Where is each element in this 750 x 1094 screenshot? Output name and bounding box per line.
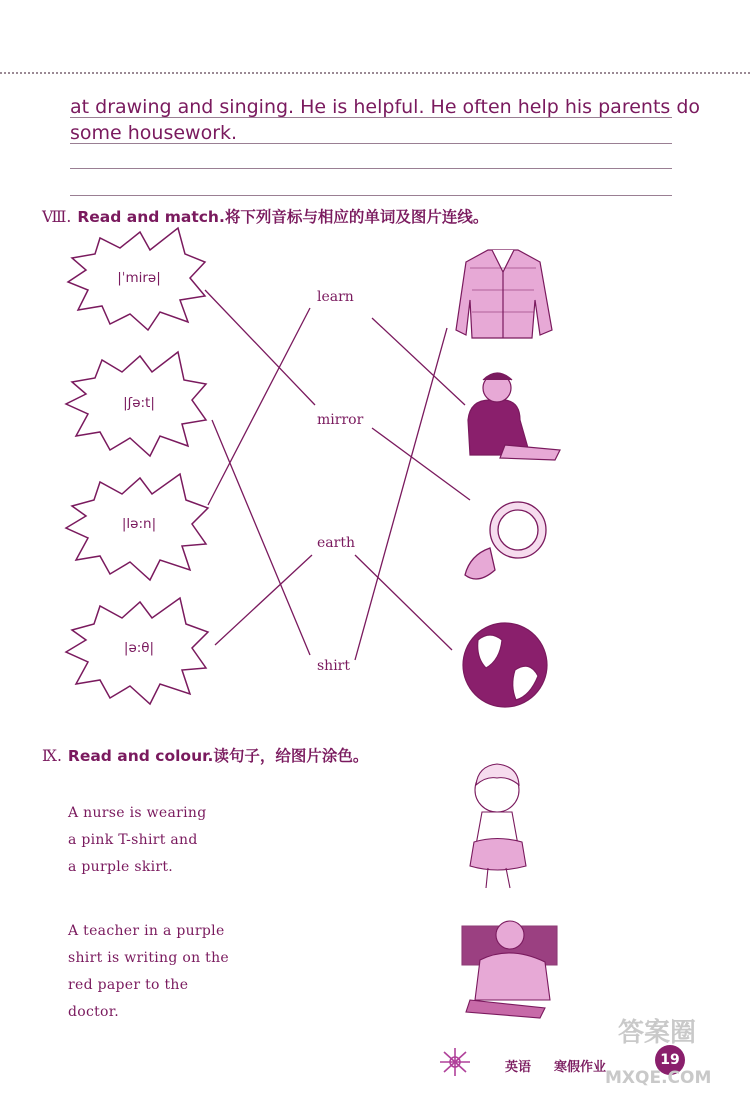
nurse-picture bbox=[470, 764, 526, 888]
section-9-title: Read and colour.读句子，给图片涂色。 bbox=[67, 747, 369, 765]
match-line-3 bbox=[208, 308, 310, 505]
phonetic-label-1: |ˈmirə| bbox=[117, 270, 161, 286]
match-line-1 bbox=[205, 290, 315, 405]
globe-picture bbox=[463, 623, 547, 707]
word-mirror: mirror bbox=[317, 412, 364, 428]
section-8-number: Ⅷ. bbox=[42, 208, 72, 226]
section-9-heading bbox=[42, 744, 368, 766]
sentence-nurse-line-1: A nurse is wearing bbox=[68, 805, 207, 821]
sentence-teacher-line-2: shirt is writing on the bbox=[68, 950, 229, 966]
match-line-2 bbox=[212, 420, 310, 655]
match-line-6 bbox=[372, 428, 470, 500]
sentence-nurse-line-3: a purple skirt. bbox=[68, 859, 174, 875]
match-line-8 bbox=[355, 328, 447, 660]
word-earth: earth bbox=[317, 535, 355, 551]
handwriting-line-1: at drawing and singing. He is helpful. He often help his parents do bbox=[70, 96, 701, 118]
phonetic-label-2: |ʃə:t| bbox=[123, 395, 155, 411]
shirt-picture bbox=[456, 250, 552, 338]
sentence-teacher-line-1: A teacher in a purple bbox=[68, 923, 225, 939]
word-learn: learn bbox=[317, 289, 354, 305]
sentence-teacher-line-4: doctor. bbox=[68, 1004, 119, 1020]
teacher-picture bbox=[462, 921, 557, 1018]
boy-reading-picture bbox=[468, 373, 560, 460]
sentence-teacher bbox=[68, 918, 229, 1026]
match-line-4 bbox=[215, 555, 312, 645]
mirror-picture bbox=[465, 502, 546, 579]
phonetic-label-4: |ə:θ| bbox=[123, 640, 155, 656]
footer-subject: 英语 bbox=[505, 1060, 532, 1075]
handwriting-line-2: some housework. bbox=[70, 122, 238, 144]
phonetic-label-3: |lə:n| bbox=[121, 516, 157, 532]
match-line-5 bbox=[372, 318, 465, 405]
sentence-nurse bbox=[68, 800, 206, 881]
section-9-number: Ⅸ. bbox=[42, 747, 62, 765]
sentence-nurse-line-2: a pink T-shirt and bbox=[68, 832, 198, 848]
sentence-teacher-line-3: red paper to the bbox=[68, 977, 189, 993]
snowflake-icon bbox=[440, 1048, 470, 1076]
watermark-logo: 答案圈 bbox=[618, 1018, 697, 1048]
watermark-url: MXQE.COM bbox=[605, 1068, 712, 1088]
word-shirt: shirt bbox=[317, 658, 350, 674]
page-number: 19 bbox=[655, 1045, 685, 1075]
footer-book-title: 寒假作业 bbox=[554, 1060, 607, 1075]
section-8-title: Read and match.将下列音标与相应的单词及图片连线。 bbox=[77, 208, 489, 226]
match-line-7 bbox=[355, 555, 452, 650]
